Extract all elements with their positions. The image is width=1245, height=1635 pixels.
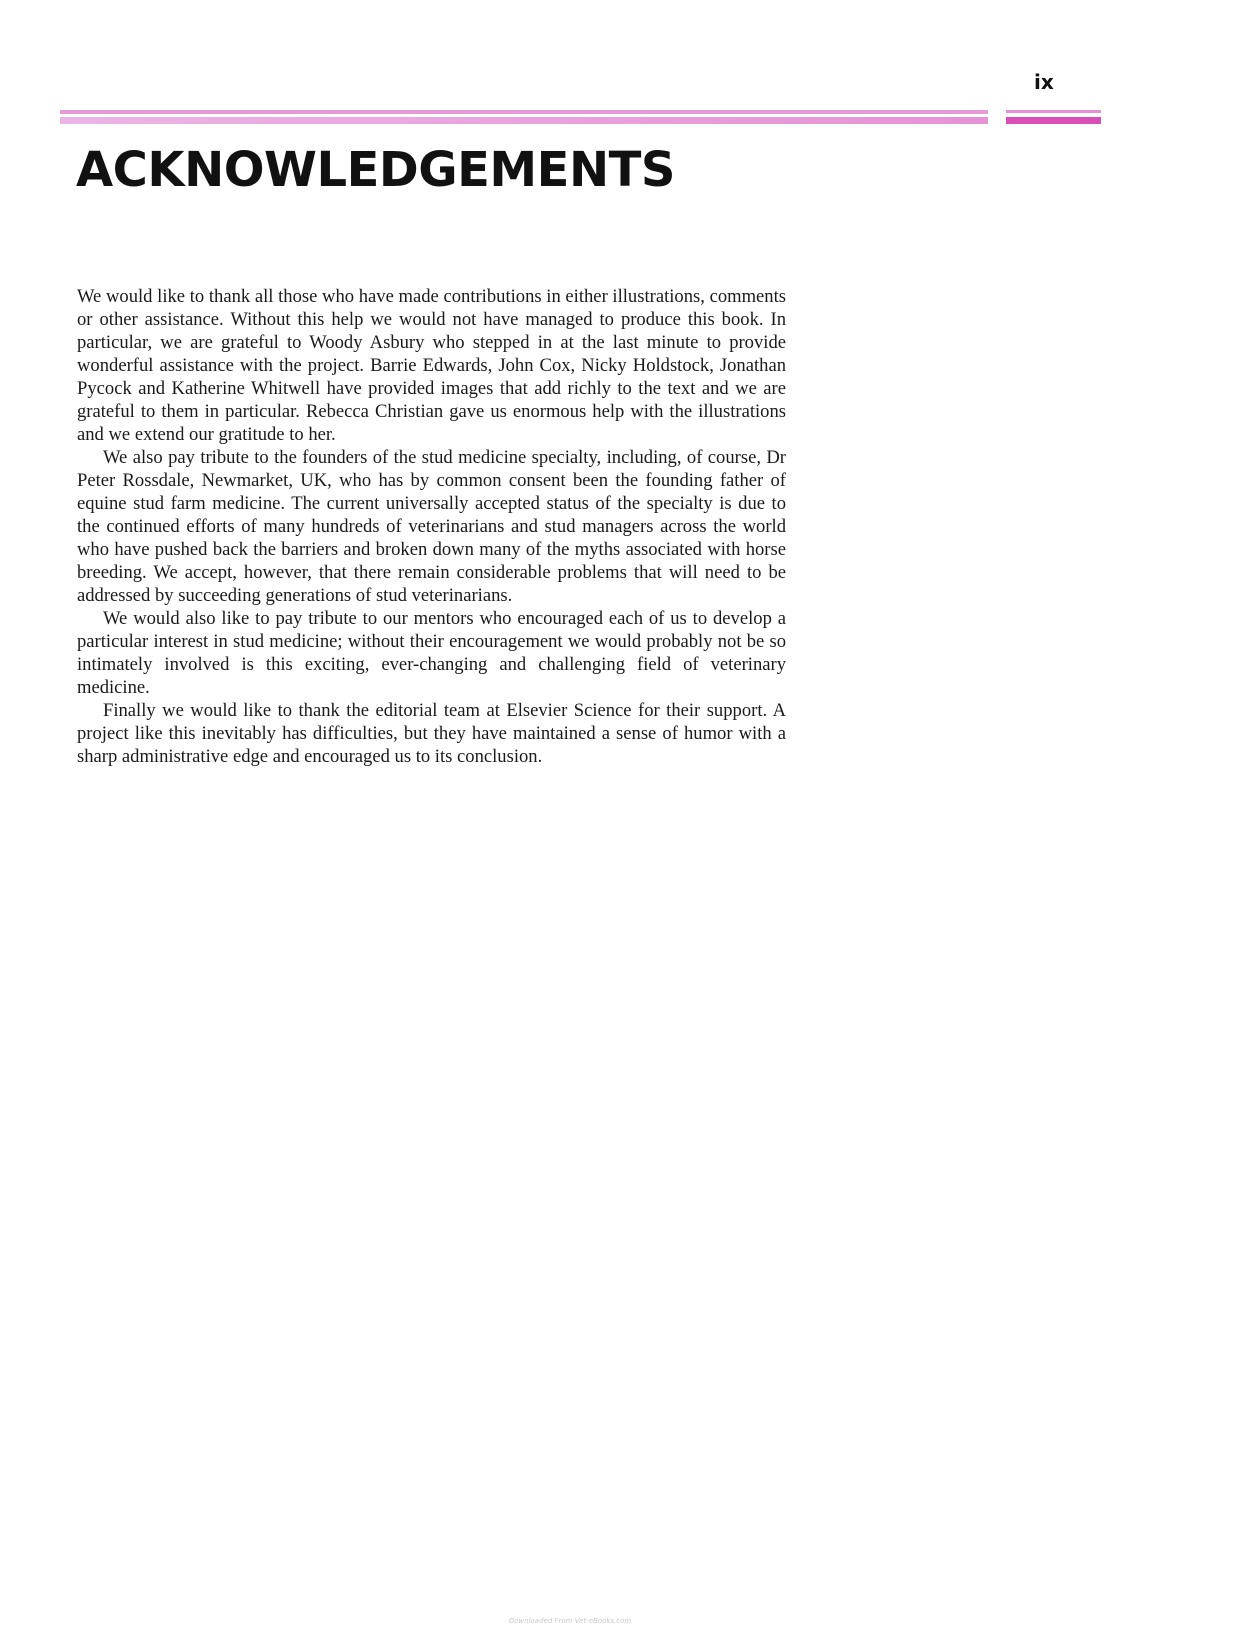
paragraph-3: We would also like to pay tribute to our mentors who encouraged each of us to develop a particular interest in stud medicine; without their encouragement we would probably not be so intimately involved is this exciting, ever-changing and challenging field of veterinary medicine. (77, 608, 786, 698)
header-rule-main-thick (60, 117, 988, 124)
page-title: ACKNOWLEDGEMENTS (76, 142, 675, 198)
header-rule-main (60, 110, 988, 124)
download-watermark: Downloaded From Vet-eBooks.com (508, 1617, 632, 1625)
acknowledgements-body (77, 285, 786, 768)
header-rule-side-thick (1006, 117, 1101, 124)
page-number: ix (1034, 70, 1054, 94)
header-rule-side (1006, 110, 1101, 124)
paragraph-2: We also pay tribute to the founders of the stud medicine specialty, including, of course, Dr Peter Rossdale, Newmarket, UK, who has by common consent been the founding father of equine stud farm medicine. The current universally accepted status of the specialty is due to the continued efforts of many hundreds of veterinarians and stud managers across the world who have pushed back the barriers and broken down many of the myths associated with horse breeding. We accept, however, that there remain considerable problems that will need to be addressed by succeeding generations of stud veterinarians. (77, 447, 786, 606)
paragraph-1: We would like to thank all those who have made contributions in either illustrations, comments or other assistance. Without this help we would not have managed to produce this book. In particular, we are grateful to Woody Asbury who stepped in at the last minute to provide wonderful assistance with the project. Barrie Edwards, John Cox, Nicky Holdstock, Jonathan Pycock and Katherine Whitwell have provided images that add richly to the text and we are grateful to them in particular. Rebecca Christian gave us enormous help with the illustrations and we extend our gratitude to her. (77, 286, 786, 445)
header-rule-side-thin (1006, 110, 1101, 113)
header-rule-main-thin (60, 110, 988, 114)
paragraph-4: Finally we would like to thank the editorial team at Elsevier Science for their support. A project like this inevitably has difficulties, but they have maintained a sense of humor with a sharp administrative edge and encouraged us to its conclusion. (77, 700, 786, 767)
